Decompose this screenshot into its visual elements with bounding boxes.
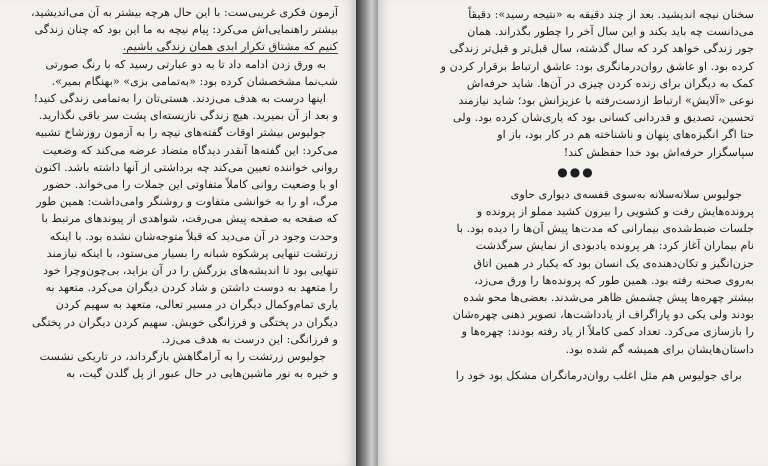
text-line: جولیوس بیشتر اوقات گفته‌های نیچه را به آزمون روزشاخ تشبیه — [34, 126, 326, 140]
text-line: به‌روی صحنه رفته بود. همین طور که پرونده‌ها را ورق می‌زد، — [474, 273, 754, 287]
left-page-text — [10, 4, 338, 382]
text-line: جلسات ضبط‌شده‌ی بیمارانی که مدت‌ها پیش آن‌ها را دیده بود. با — [456, 222, 754, 236]
text-line: روانی خواننده تعیین می‌کند چه برداشتی از آنها داشته باشد. اکنون — [34, 160, 338, 174]
text-line: جور زندگی خواهد کرد که سال گذشته، سال قبل‌تر و قبل‌تر زندگی — [449, 42, 754, 56]
text-line: می‌کرد: این گفته‌ها آنقدر دیدگاه متضاد عرضه می‌کند که وضعیت — [42, 143, 338, 157]
text-line: بیشتر چهره‌ها پیش چشمش ظاهر می‌شدند. بعضی‌ها محو شده — [463, 291, 754, 305]
text-line: جولیوس زرتشت را به آرامگاهش بازگرداند، در تاریکی نشست — [39, 350, 326, 364]
text-line: کمک به دیگران برای زنده کردن چیزی در آن‌ها. شاید حرفه‌اش — [466, 76, 754, 90]
text-line: نام بیماران آغاز کرد: هر پرونده یادبودی از نمایش سرگذشت — [475, 239, 754, 253]
text-line: زرتشت تنهایی پرشکوه شبانه را بسیار می‌ستود، با اینکه نیازمند — [46, 246, 338, 260]
text-line: او با وضعیت روانی کاملاً متفاوتی این جملات را می‌خواند. حضور — [43, 178, 338, 192]
text-line: بیشتر راهنمایی‌اش می‌کرد: پیام نیچه به ما این بود که چنان زندگی — [34, 23, 338, 37]
text-line: کنیم که مشتاق تکرار ابدی همان زندگی باشیم. — [122, 40, 338, 54]
text-line: به ورق زدن ادامه داد تا به دو عبارتی رسید که با رنگ صورتی — [45, 57, 326, 71]
paragraph-gap — [398, 358, 754, 367]
text-line: دیگران در پختگی و فرزانگی خویش. سهیم کردن دیگران در پختگی — [31, 315, 338, 329]
right-page-text — [398, 6, 754, 384]
text-line: نوعی «آلایش» ارتباط ازدست‌رفته با عزیزانش بود؛ شاید نیازمند — [458, 94, 754, 108]
text-line: تنهایی بود تا اندیشه‌های بزرگش را در آن بزاید، بی‌چون‌وچرا خود — [43, 264, 338, 278]
text-line: را متعهد به دوست داشتن و شاد کردن دیگران می‌کرد. متعهد به — [45, 281, 338, 295]
right-page — [378, 0, 768, 466]
text-line: و خیره به نور ماشین‌هایی در حال عبور از پل گلدن گیت، به — [66, 367, 338, 381]
text-line: سپاسگزار حرفه‌اش بود خدا حفظش کند! — [563, 145, 754, 159]
text-line: و فرزانگی: این درست به هدف می‌زد. — [161, 332, 338, 346]
left-page — [0, 0, 356, 466]
text-line: وحدت وجود در آن می‌دید که قبلاً متوجه‌شان نشده بود. با اینکه — [49, 229, 338, 243]
text-line: حزن‌انگیز و تکان‌دهنده‌ی یک انسان بود که یکبار در همین اتاق — [473, 256, 754, 270]
text-line: شب‌نما مشخصشان کرده بود: «به‌تمامی بزی» «بهنگام بمیر». — [51, 74, 338, 88]
text-line: تحسین، تصدیق و قدردانی کسانی بود که یاری‌شان کرده بود. ولی — [452, 111, 754, 125]
text-line: برای جولیوس هم مثل اغلب روان‌درمانگران مشکل بود خود را — [455, 368, 742, 382]
text-line: و بعد از آن بمیرید. هیچ زندگی نازیسته‌ای پشت سر باقی نگذارید. — [38, 109, 338, 123]
text-line: اینها درست به هدف می‌زدند. هستی‌تان را به‌تمامی زندگی کنید! — [33, 92, 326, 106]
text-line: را بازسازی می‌کرد. تعداد کمی کاملاً از یاد رفته بودند: چهره‌ها و — [461, 325, 754, 339]
text-line: پرونده‌هایش رفت و کشویی را بیرون کشید مملو از پرونده و — [476, 205, 754, 219]
text-line: مرگ، او را به خوانشی متفاوت و روشنگر وامی‌داشت: همین طور — [36, 195, 338, 209]
book-gutter — [356, 0, 378, 466]
text-line: می‌دانست چه باید بکند و این سال آخر را چطور بگذراند. همان — [467, 25, 754, 39]
section-separator: ●●● — [557, 164, 595, 179]
text-line: که صفحه به صفحه پیش می‌رفت، شواهدی از پیوندهای مرتبط با — [41, 212, 338, 226]
text-line: جولیوس سلانه‌سلانه به‌سوی قفسه‌ی دیواری حاوی — [510, 187, 742, 201]
text-line: آزمون فکری غریبی‌ست: با این حال هرچه بیشتر به آن می‌اندیشید، — [30, 6, 338, 19]
text-line: یاری تمام‌وکمال دیگران در مسیر تعالی، متعهد به سهیم کردن — [55, 298, 338, 312]
text-line: داستان‌هایشان برای همیشه گم شده بود. — [565, 342, 754, 356]
text-line: کرده بود. او عاشق روان‌درمانگری بود: عاشق ارتباط برقرار کردن و — [440, 59, 754, 73]
text-line: حتا اگر انگیزه‌های پنهان و ناشناخته هم در کار بود، باز او — [497, 128, 754, 142]
text-line: سخنان نیچه اندیشید. بعد از چند دقیقه به «نتیجه رسید»: دقیقاً — [468, 8, 754, 21]
text-line: بودند ولی یکی دو پاراگراف از یادداشت‌ها، تصویر ذهنی چهره‌شان — [452, 308, 754, 322]
